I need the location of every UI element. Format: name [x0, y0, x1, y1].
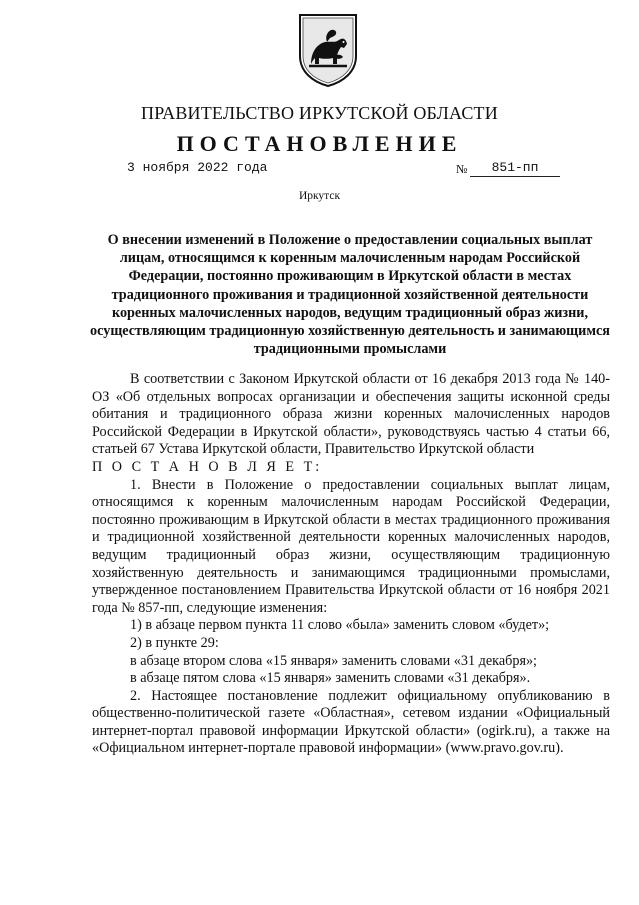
coat-of-arms-icon — [297, 12, 359, 88]
document-number: 851-пп — [470, 160, 560, 177]
paragraph-2: 2. Настоящее постановление подлежит официальному опубликованию в общественно-политической газете «Областная», сетевом издании «Официальный интернет-портал правовой информации Иркутской области» (ogirk.ru), а также на «Официальном интернет-портале правовой информации» (www.pravo.gov.ru). — [92, 687, 610, 757]
list-item: в абзаце втором слова «15 января» заменить словами «31 декабря»; — [130, 652, 538, 669]
government-name: ПРАВИТЕЛЬСТВО ИРКУТСКОЙ ОБЛАСТИ — [141, 103, 498, 123]
preamble-paragraph: В соответствии с Законом Иркутской области от 16 декабря 2013 года № 140-ОЗ «Об отдельных вопросах организации и обеспечения защиты исконной среды обитания и традиционного образа жизни коренных малочисленных народов Российской Федерации в Иркутской области», руководствуясь частью 4 статьи 66, статьей 67 Устава Иркутской области, Правительство Иркутской области — [92, 371, 610, 458]
list-item: 2) в пункте 29: — [130, 634, 219, 651]
document-subject: О внесении изменений в Положение о предоставлении социальных выплат лицам, относящимся к коренным малочисленным народам Российской Федерации, постоянно проживающим в Иркутской области в местах традиционного проживания и традиционной хозяйственной деятельности коренных малочисленных народов, ведущим традиционный образ жизни, осуществляющим традиционную хозяйственную деятельность и занимающимся традиционными промыслами — [90, 232, 610, 358]
document-type: ПОСТАНОВЛЕНИЕ — [176, 131, 463, 156]
document-date: 3 ноября 2022 года — [127, 160, 268, 175]
paragraph-1: 1. Внести в Положение о предоставлении социальных выплат лицам, относящимся к коренным малочисленным народам Российской Федерации, постоянно проживающим в Иркутской области в местах традиционного проживания и традиционной хозяйственной деятельности коренных малочисленных народов, ведущим традиционный образ жизни, осуществляющим традиционную хозяйственную деятельность и занимающимся традиционными промыслами, утвержденное постановлением Правительства Иркутской области от 16 ноября 2021 года № 857-пп, следующие изменения: — [92, 476, 610, 616]
resolves-heading: П О С Т А Н О В Л Я Е Т: — [92, 458, 323, 475]
list-item: 1) в абзаце первом пункта 11 слово «была» заменить словом «будет»; — [130, 617, 550, 634]
number-sign: № — [456, 162, 468, 176]
city: Иркутск — [298, 190, 341, 202]
document-body — [92, 371, 610, 758]
list-item: в абзаце пятом слова «15 января» заменить словами «31 декабря». — [130, 670, 531, 687]
